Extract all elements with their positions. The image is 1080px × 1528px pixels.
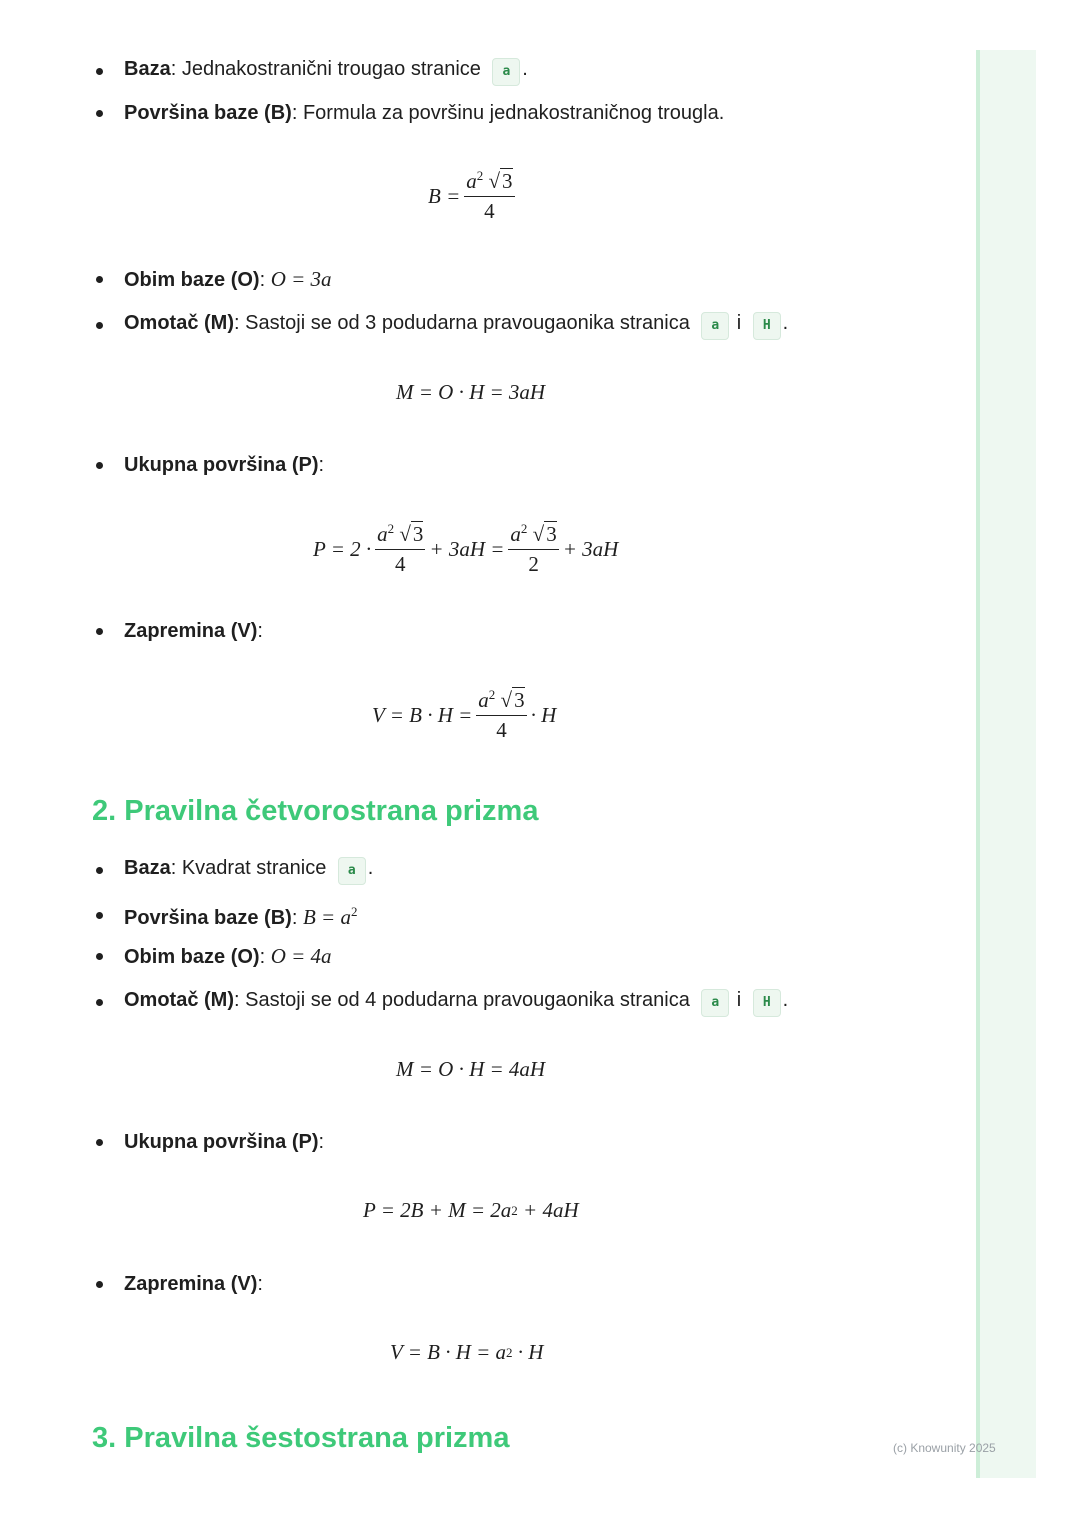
eq-lhs: B = [428,183,461,208]
item-label: Zapremina (V) [124,1273,258,1295]
inline-code: a [338,857,366,885]
section-heading: 3. Pravilna šestostrana prizma [92,1422,510,1454]
list-item [96,311,788,340]
inline-code: a [701,312,729,340]
fraction: $\frac{a^2 √3}{2}$ [510,521,557,576]
item-end: . [367,857,374,879]
eq-sup: 2 [511,1202,518,1218]
list-item [96,619,263,643]
list-item [96,267,332,292]
item-label: Ukupna površina (P) [124,454,319,476]
eq-mid: + 3aH = [429,536,505,561]
list-item [96,900,357,930]
eq-text: M = O · H = 3aH [396,380,546,404]
item-label: Površina baze (B) [124,102,292,124]
list-item [96,101,724,125]
item-text: : [257,620,263,642]
eq-lhs: V = B · H = [372,702,473,727]
item-text: : Kvadrat stranice [170,857,332,879]
item-label: Baza [124,857,171,879]
list-item [96,988,788,1017]
watermark: (c) Knowunity 2025 [893,1441,996,1455]
eq-tail: · H [512,1340,544,1364]
item-text: : [257,1273,263,1295]
lateral-area-formula [396,380,545,405]
eq-tail: + 3aH [562,536,619,561]
item-label: Baza [124,58,171,80]
item-text: : [318,1131,325,1153]
item-label: Omotač (M) [124,312,234,334]
eq-text: M = O · H = 4aH [396,1057,546,1081]
item-text: : Sastoji se od 4 podudarna pravougaonika stranica [234,989,696,1011]
base-area-formula [428,168,519,224]
eq-sup: 2 [506,1344,513,1360]
item-text: : [318,454,325,476]
lateral-area-formula [396,1057,545,1082]
eq-base: V = B · H = a [390,1340,507,1364]
volume-formula [372,687,556,743]
eq-tail: · H [530,702,557,727]
item-mid: i [731,989,747,1011]
item-mid: i [731,312,747,334]
fraction: $\frac{a^2 √3}{4}$ [377,521,424,576]
item-text: : [259,269,271,291]
list-item [96,1272,263,1296]
item-text: : [259,946,271,968]
total-area-formula [313,521,618,577]
list-item [96,1130,324,1154]
sidebar-panel [976,50,1036,1478]
inline-math: $B = a^2$ [302,904,358,929]
inline-math: O = 4a [270,944,332,968]
list-item [96,856,373,885]
item-end: . [782,989,789,1011]
item-label: Ukupna površina (P) [124,1131,319,1153]
inline-math: O = 3a [270,267,332,291]
eq-lhs: P = 2 · [313,536,372,561]
fraction: $\frac{a^2 √3}{4}$ [478,687,525,742]
item-end: . [782,312,789,334]
inline-code: a [701,989,729,1017]
fraction: $\frac{a^2 √3}{4}$ [466,168,513,223]
item-text: : Jednakostranični trougao stranice [170,58,487,80]
eq-base: P = 2B + M = 2a [363,1198,512,1222]
item-label: Obim baze (O) [124,946,260,968]
inline-code: H [753,989,781,1017]
total-area-formula [363,1198,579,1223]
item-text: : Sastoji se od 3 podudarna pravougaonika stranica [234,312,696,334]
item-label: Površina baze (B) [124,907,292,929]
inline-code: a [492,58,520,86]
item-label: Zapremina (V) [124,620,258,642]
item-text: : [291,907,303,929]
item-label: Omotač (M) [124,989,234,1011]
item-label: Obim baze (O) [124,269,260,291]
eq-tail: + 4aH [517,1198,579,1222]
inline-code: H [753,312,781,340]
list-item [96,944,332,969]
volume-formula [390,1340,543,1365]
item-text: : Formula za površinu jednakostraničnog trougla. [291,102,725,124]
list-item [96,57,528,86]
item-end: . [522,58,528,80]
section-heading: 2. Pravilna četvorostrana prizma [92,795,539,827]
list-item [96,453,324,477]
